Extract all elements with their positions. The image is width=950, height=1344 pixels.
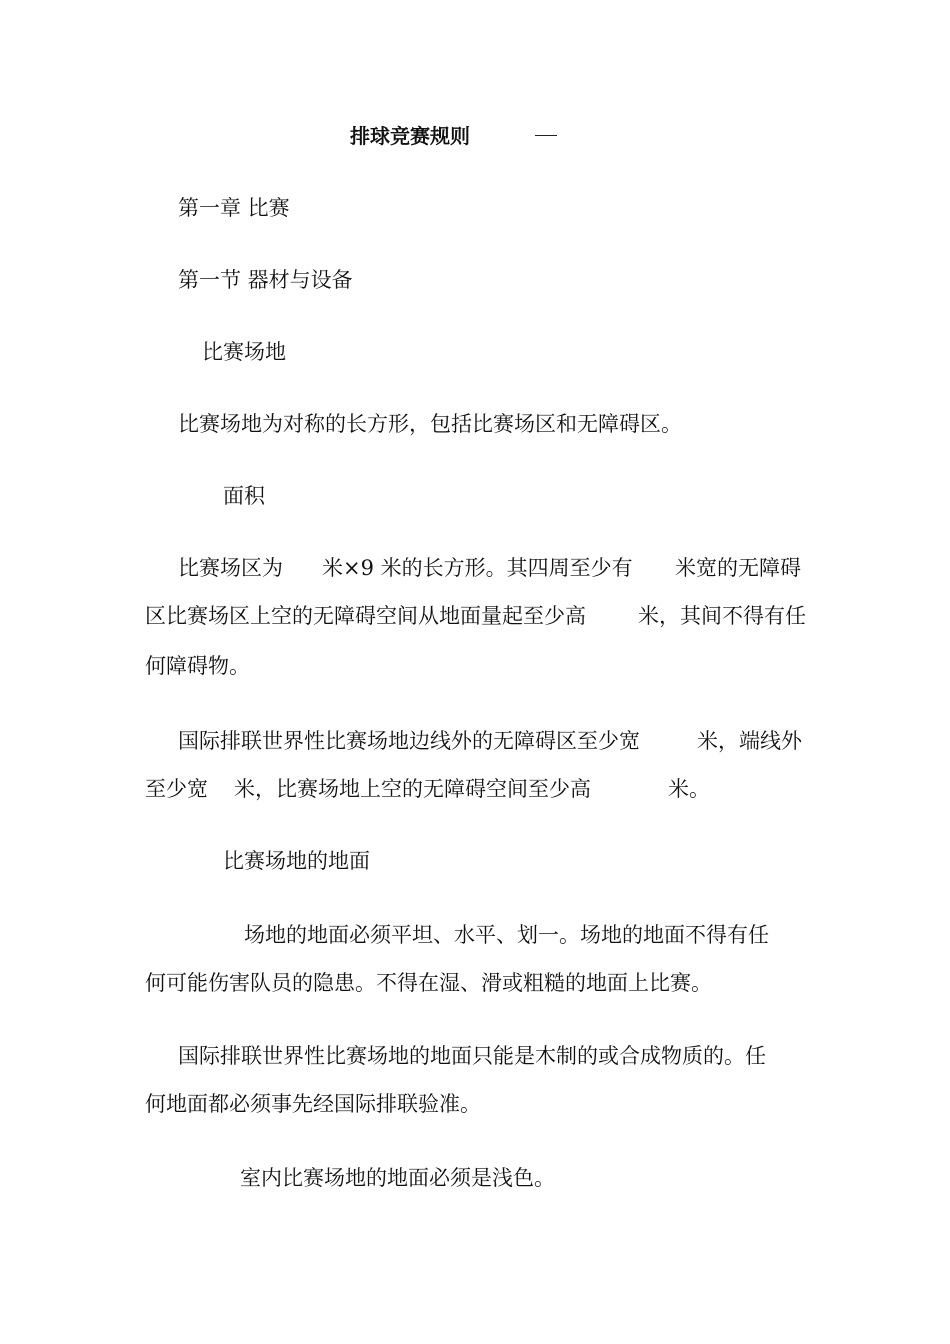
area-p1-line3: 何障碍物。: [145, 654, 250, 678]
section-heading: 第一节 器材与设备: [178, 268, 353, 292]
area-p2-line1-a: 国际排联世界性比赛场地边线外的无障碍区至少宽: [178, 729, 640, 753]
area-p1-line1-b: 米×9 米的长方形。其四周至少有: [322, 556, 633, 580]
surface-p2-line1: 国际排联世界性比赛场地的地面只能是木制的或合成物质的。任: [178, 1044, 766, 1068]
document-title: 排球竞赛规则: [350, 124, 470, 148]
area-p1-line1-a: 比赛场区为: [178, 556, 283, 580]
heading-venue: 比赛场地: [202, 340, 286, 364]
area-p1-line1-c: 米宽的无障碍: [675, 556, 801, 580]
surface-p1-line2: 何可能伤害队员的隐患。不得在湿、滑或粗糙的地面上比赛。: [145, 971, 712, 995]
paragraph-venue: 比赛场地为对称的长方形，包括比赛场区和无障碍区。: [178, 412, 682, 436]
area-p2-line2-b: 米，比赛场地上空的无障碍空间至少高: [234, 777, 591, 801]
surface-p1-line1: 场地的地面必须平坦、水平、划一。场地的地面不得有任: [244, 923, 769, 947]
area-p2-line2-a: 至少宽: [145, 777, 208, 801]
area-p2-line1-b: 米，端线外: [697, 729, 802, 753]
title-dash: [535, 135, 557, 136]
area-p1-line2-a: 区比赛场区上空的无障碍空间从地面量起至少高: [145, 604, 586, 628]
surface-p2-line2: 何地面都必须事先经国际排联验准。: [145, 1092, 481, 1116]
area-p1-line2-b: 米，其间不得有任: [638, 604, 806, 628]
heading-surface: 比赛场地的地面: [223, 849, 370, 873]
area-p2-line2-c: 米。: [668, 777, 710, 801]
surface-p3: 室内比赛场地的地面必须是浅色。: [240, 1166, 555, 1190]
chapter-heading: 第一章 比赛: [178, 196, 290, 220]
heading-area: 面积: [223, 484, 265, 508]
